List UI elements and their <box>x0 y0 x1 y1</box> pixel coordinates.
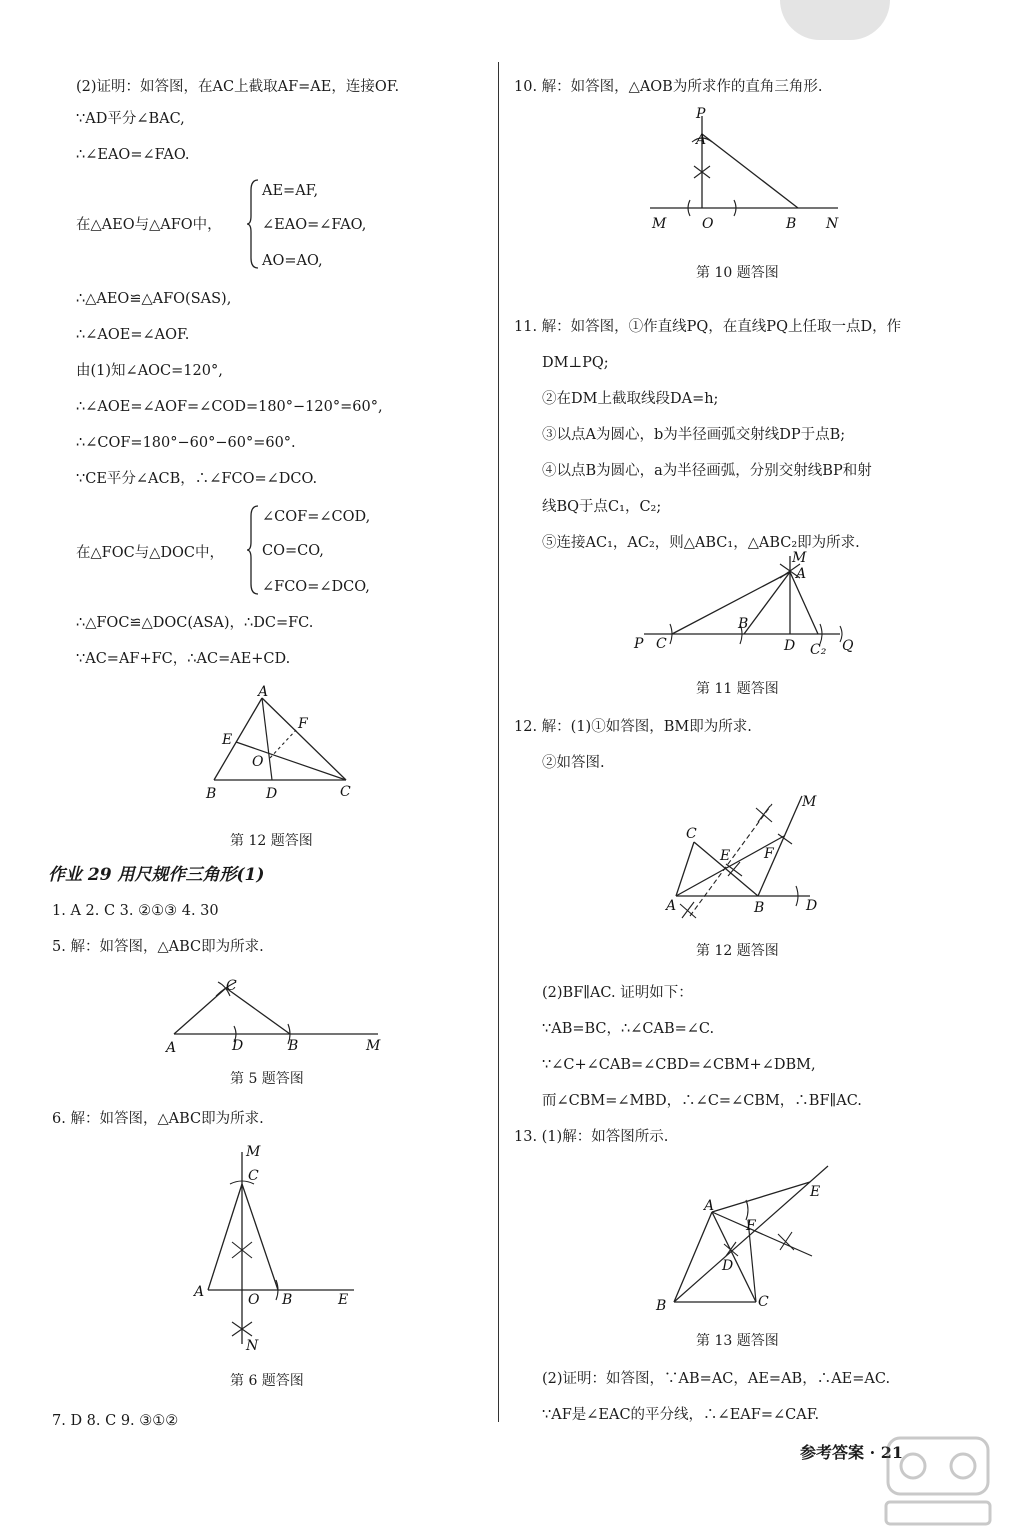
figure-caption: 第 12 题答图 <box>696 943 779 959</box>
proof-intro: (2)证明：如答图，在AC上截取AF=AE，连接OF. <box>76 79 400 95</box>
fig-label: M <box>802 794 817 810</box>
question-11-line: ⑤连接AC₁，AC₂，则△ABC₁，△ABC₂即为所求. <box>542 535 860 551</box>
column-divider <box>498 62 499 1422</box>
figure-12-right <box>660 786 830 926</box>
fig-label: B <box>656 1298 667 1314</box>
question-10: 10. 解：如答图，△AOB为所求作的直角三角形. <box>514 79 823 95</box>
question-11-line: ④以点B为圆心，a为半径画弧，分别交射线BP和射 <box>542 463 872 479</box>
fig-label: O <box>252 754 264 770</box>
fig-label: M <box>246 1144 261 1160</box>
fig-label: D <box>722 1258 734 1274</box>
fig-label: C <box>248 1168 259 1184</box>
proof-line: 由(1)知∠AOC=120°, <box>76 363 223 379</box>
page-corner-tab <box>780 0 890 40</box>
figure-6 <box>186 1144 366 1352</box>
fig-label: A <box>796 566 807 582</box>
fig-label: B <box>754 900 765 916</box>
brace-icon <box>246 178 260 270</box>
fig-label: P <box>696 106 706 122</box>
system-prefix: 在△AEO与△AFO中， <box>76 217 222 233</box>
fig-label: N <box>826 216 839 232</box>
fig-label: B <box>738 616 749 632</box>
fig-label: M <box>652 216 667 232</box>
fig-label: F <box>746 1218 756 1234</box>
question-11-line: 11. 解：如答图，①作直线PQ，在直线PQ上任取一点D，作 <box>514 319 902 335</box>
fig-label: O <box>702 216 714 232</box>
proof-line: ∴△FOC≌△DOC(ASA)，∴DC=FC. <box>76 615 314 631</box>
fig-label: Q <box>842 638 854 654</box>
proof-line: ∵AD平分∠BAC, <box>76 111 185 127</box>
fig-label: C <box>656 636 667 652</box>
fig-label: E <box>338 1292 349 1308</box>
figure-caption: 第 10 题答图 <box>696 265 779 281</box>
question-12b-line: ∵∠C+∠CAB=∠CBD=∠CBM+∠DBM, <box>542 1057 816 1073</box>
fig-label: A <box>194 1284 205 1300</box>
section-title: 作业 29 用尺规作三角形(1) <box>48 865 265 885</box>
system-line: ∠EAO=∠FAO, <box>262 217 367 233</box>
fig-label: A <box>258 684 269 700</box>
fig-label: A <box>704 1198 715 1214</box>
figure-caption: 第 12 题答图 <box>230 833 313 849</box>
fig-label: M <box>792 550 807 566</box>
question-12b-line: (2)BF∥AC. 证明如下： <box>542 985 693 1001</box>
proof-line: ∴∠EAO=∠FAO. <box>76 147 190 163</box>
question-12-line: ②如答图. <box>542 755 605 771</box>
fig-label: A <box>696 132 707 148</box>
fig-label: E <box>810 1184 821 1200</box>
fig-label: D <box>806 898 818 914</box>
proof-line: ∴∠AOE=∠AOF. <box>76 327 190 343</box>
figure-10 <box>640 104 850 234</box>
fig-label: N <box>246 1338 259 1354</box>
question-13b-line: (2)证明：如答图，∵AB=AC，AE=AB，∴AE=AC. <box>542 1371 891 1387</box>
fig-label: C <box>686 826 697 842</box>
proof-line: ∵CE平分∠ACB，∴∠FCO=∠DCO. <box>76 471 318 487</box>
system-line: ∠COF=∠COD, <box>262 509 371 525</box>
question-12-line: 12. 解：(1)①如答图，BM即为所求. <box>514 719 752 735</box>
fig-label: E <box>222 732 233 748</box>
figure-13 <box>652 1160 842 1320</box>
proof-line: ∴△AEO≌△AFO(SAS), <box>76 291 232 307</box>
system-line: CO=CO, <box>262 543 324 559</box>
proof-line: ∴∠COF=180°−60°−60°=60°. <box>76 435 296 451</box>
fig-label: F <box>298 716 308 732</box>
fig-label: C <box>226 978 237 994</box>
proof-line: ∴∠AOE=∠AOF=∠COD=180°−120°=60°, <box>76 399 383 415</box>
question-12b-line: 而∠CBM=∠MBD，∴∠C=∠CBM，∴BF∥AC. <box>542 1093 862 1109</box>
fig-label: B <box>786 216 797 232</box>
answers-line: 7. D 8. C 9. ③①② <box>52 1413 179 1429</box>
fig-label: D <box>232 1038 244 1054</box>
fig-label: E <box>720 848 731 864</box>
fig-label: B <box>282 1292 293 1308</box>
system-prefix: 在△FOC与△DOC中， <box>76 545 224 561</box>
question-11-line: ②在DM上截取线段DA=h; <box>542 391 719 407</box>
figure-12-left <box>200 684 370 804</box>
watermark-logo <box>878 1430 998 1530</box>
fig-label: O <box>248 1292 260 1308</box>
fig-label: B <box>206 786 217 802</box>
figure-caption: 第 6 题答图 <box>230 1373 304 1389</box>
fig-label: A <box>666 898 677 914</box>
question-12b-line: ∵AB=BC，∴∠CAB=∠C. <box>542 1021 715 1037</box>
fig-label: M <box>366 1038 381 1054</box>
question-11-line: DM⊥PQ; <box>542 355 609 371</box>
question-6: 6. 解：如答图，△ABC即为所求. <box>52 1111 264 1127</box>
figure-11 <box>630 548 860 660</box>
figure-5 <box>160 972 400 1056</box>
fig-label: C <box>340 784 351 800</box>
fig-label: C <box>758 1294 769 1310</box>
system-line: ∠FCO=∠DCO, <box>262 579 370 595</box>
answers-line: 1. A 2. C 3. ②①③ 4. 30 <box>52 903 219 919</box>
question-11-line: ③以点A为圆心，b为半径画弧交射线DP于点B; <box>542 427 846 443</box>
proof-line: ∵AC=AF+FC，∴AC=AE+CD. <box>76 651 291 667</box>
fig-label: A <box>166 1040 177 1056</box>
page-footer: 参考答案 · 21 <box>800 1443 903 1462</box>
question-13b-line: ∵AF是∠EAC的平分线，∴∠EAF=∠CAF. <box>542 1407 820 1423</box>
figure-caption: 第 13 题答图 <box>696 1333 779 1349</box>
figure-caption: 第 11 题答图 <box>696 681 779 697</box>
question-11-line: 线BQ于点C₁，C₂; <box>542 499 662 515</box>
system-line: AE=AF, <box>262 183 319 199</box>
brace-icon <box>246 504 260 596</box>
fig-label: C₂ <box>810 642 827 658</box>
system-line: AO=AO, <box>262 253 323 269</box>
question-13: 13. (1)解：如答图所示. <box>514 1129 669 1145</box>
fig-label: P <box>634 636 644 652</box>
fig-label: D <box>266 786 278 802</box>
figure-caption: 第 5 题答图 <box>230 1071 304 1087</box>
fig-label: B <box>288 1038 299 1054</box>
fig-label: F <box>764 846 774 862</box>
question-5: 5. 解：如答图，△ABC即为所求. <box>52 939 264 955</box>
fig-label: D <box>784 638 796 654</box>
